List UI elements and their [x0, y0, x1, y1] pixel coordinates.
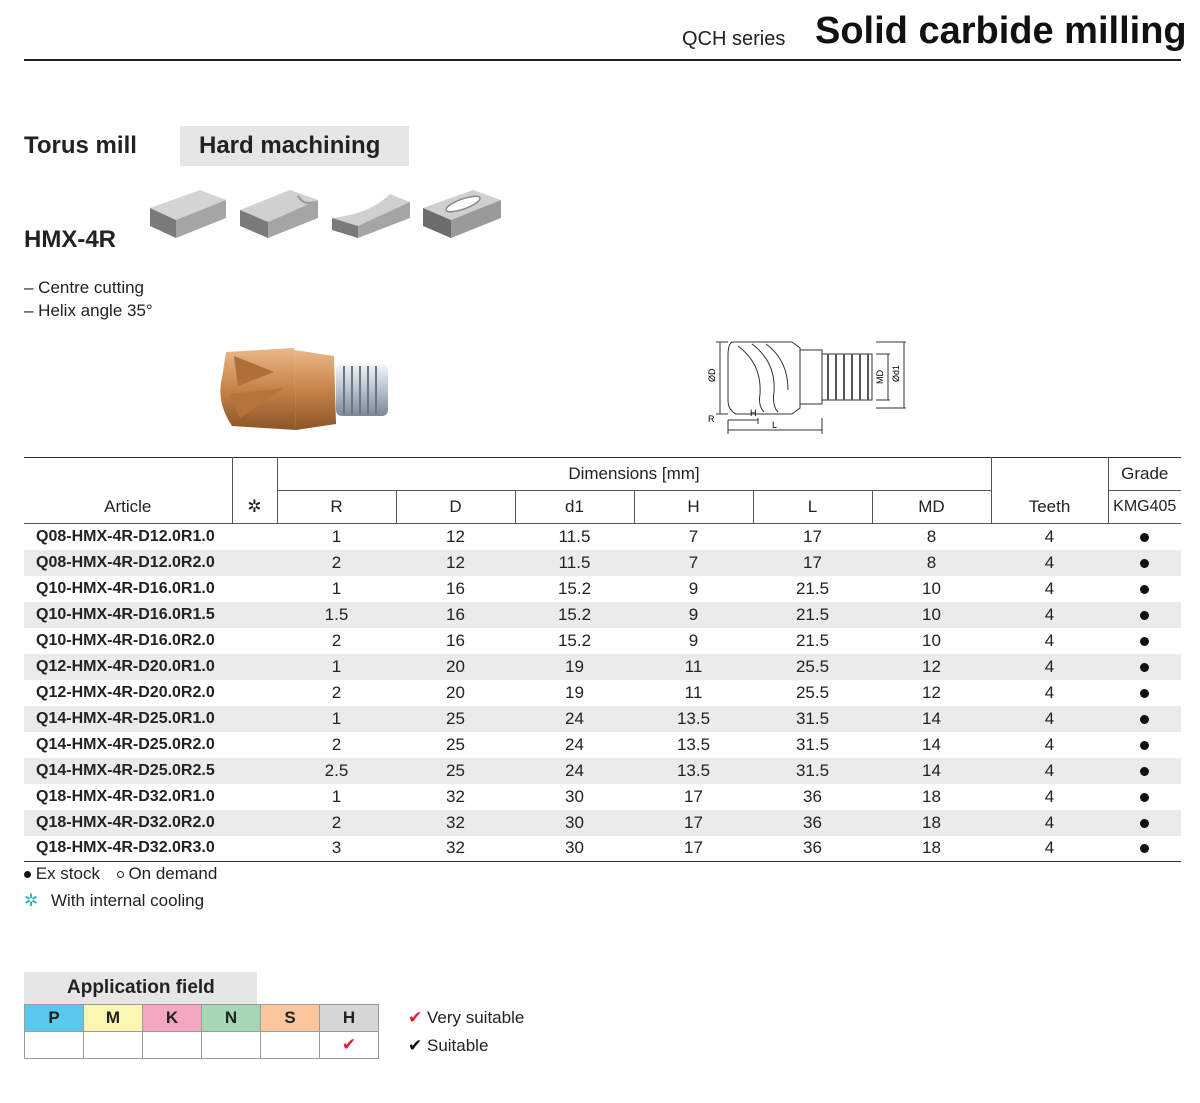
ex-stock-dot-icon — [24, 871, 31, 878]
ex-stock-dot-icon — [1140, 819, 1149, 828]
cell-d1: 11.5 — [515, 550, 634, 576]
ex-stock-dot-icon — [1140, 637, 1149, 646]
cell-d1: 24 — [515, 758, 634, 784]
cell-R: 1 — [331, 578, 342, 598]
cell-D: 12 — [396, 550, 515, 576]
cell-d1: 24 — [515, 706, 634, 732]
tool-type: Torus mill — [24, 132, 137, 159]
cell-R: 1 — [331, 786, 342, 806]
ex-stock-dot-icon — [1140, 741, 1149, 750]
suitable-label: Suitable — [426, 1036, 489, 1055]
cell-R: 1 — [277, 706, 396, 732]
cell-D: 32 — [446, 838, 465, 858]
cell-H: 9 — [688, 578, 699, 598]
cell-D: 12 — [446, 526, 465, 546]
cell-teeth: 4 — [1044, 734, 1055, 754]
header-divider — [24, 59, 1181, 61]
cell-D: 16 — [446, 578, 465, 598]
cell-teeth: 4 — [1044, 630, 1055, 650]
diagram-label-L: L — [772, 420, 778, 430]
cell-teeth: 4 — [991, 706, 1108, 732]
dimensions-table — [24, 457, 1181, 862]
cell-article: Q12-HMX-4R-D20.0R2.0 — [36, 683, 215, 701]
feature-helix-angle: – Helix angle 35° — [24, 301, 153, 320]
cell-R: 3 — [331, 838, 342, 858]
stock-legend — [24, 864, 217, 884]
cell-article: Q14-HMX-4R-D25.0R1.0 — [24, 706, 232, 732]
dimensions-group-header: Dimensions [mm] — [277, 458, 991, 491]
cell-cooling — [232, 784, 277, 810]
suitability-K — [143, 1032, 202, 1059]
material-N: N — [202, 1005, 261, 1032]
on-demand-circle-icon — [117, 871, 124, 878]
cell-H: 11 — [634, 654, 753, 680]
workpiece-groove-icon — [238, 186, 320, 242]
workpiece-profile-icon — [330, 186, 412, 242]
cell-D: 25 — [446, 734, 465, 754]
cell-article: Q10-HMX-4R-D16.0R1.0 — [36, 579, 215, 597]
cell-d1: 15.2 — [557, 578, 592, 598]
cell-cooling — [232, 550, 277, 576]
cell-teeth: 4 — [991, 602, 1108, 628]
cell-L: 17 — [803, 526, 822, 546]
cell-grade — [1108, 524, 1181, 550]
cell-d1: 30 — [565, 786, 584, 806]
model-name: HMX-4R — [24, 226, 117, 253]
ex-stock-dot-icon — [1140, 585, 1149, 594]
cell-R: 1 — [331, 526, 342, 546]
cell-H: 9 — [634, 602, 753, 628]
material-M: M — [84, 1005, 143, 1032]
application-field-title: Application field — [67, 977, 215, 998]
diagram-label-d1: Ød1 — [891, 364, 901, 382]
application-label: Hard machining — [199, 132, 381, 159]
cell-teeth: 4 — [1044, 578, 1055, 598]
cell-MD: 12 — [872, 654, 991, 680]
col-H-header: H — [634, 491, 753, 524]
dimension-diagram — [706, 334, 916, 438]
cell-grade — [1108, 576, 1181, 602]
cell-MD: 14 — [872, 758, 991, 784]
cell-article: Q18-HMX-4R-D32.0R2.0 — [24, 810, 232, 836]
diagram-label-H: H — [750, 408, 757, 418]
cell-grade — [1108, 784, 1181, 810]
ex-stock-dot-icon — [1140, 611, 1149, 620]
cell-cooling — [232, 602, 277, 628]
red-check-icon: ✔ — [408, 1008, 423, 1027]
cell-L: 25.5 — [753, 654, 872, 680]
ex-stock-dot-icon — [1140, 559, 1149, 568]
cell-d1: 19 — [515, 654, 634, 680]
cell-cooling — [232, 524, 277, 550]
workpiece-block-icon — [148, 186, 228, 242]
cell-d1: 19 — [565, 682, 584, 702]
col-R-header: R — [277, 491, 396, 524]
cell-MD: 14 — [872, 706, 991, 732]
cell-R: 1.5 — [277, 602, 396, 628]
suitability-P — [25, 1032, 84, 1059]
cell-D: 20 — [396, 654, 515, 680]
cell-L: 17 — [753, 550, 872, 576]
cell-MD: 8 — [872, 550, 991, 576]
material-S: S — [261, 1005, 320, 1032]
table-row — [24, 810, 1181, 836]
cell-teeth: 4 — [991, 810, 1108, 836]
table-row — [24, 784, 1181, 810]
col-D-header: D — [396, 491, 515, 524]
cell-article: Q18-HMX-4R-D32.0R3.0 — [36, 839, 215, 857]
col-L-header: L — [753, 491, 872, 524]
application-field-table — [24, 1004, 379, 1059]
cell-L: 21.5 — [795, 630, 830, 650]
cell-D: 32 — [446, 786, 465, 806]
cell-grade — [1108, 810, 1181, 836]
black-check-icon: ✔ — [408, 1036, 423, 1055]
cell-L: 36 — [803, 838, 822, 858]
ex-stock-dot-icon — [1140, 533, 1149, 542]
cooling-legend — [24, 891, 204, 911]
cell-d1: 15.2 — [557, 630, 592, 650]
cell-H: 11 — [684, 682, 703, 702]
table-row — [24, 680, 1181, 706]
cell-grade — [1108, 732, 1181, 758]
table-row — [24, 524, 1181, 550]
cell-article: Q12-HMX-4R-D20.0R1.0 — [24, 654, 232, 680]
cell-MD: 8 — [926, 526, 937, 546]
diagram-label-MD: MD — [875, 370, 885, 384]
ex-stock-dot-icon — [1140, 663, 1149, 672]
cooling-snowflake-icon: ✲ — [24, 891, 39, 910]
cell-cooling — [232, 706, 277, 732]
suitable-legend — [408, 1036, 488, 1056]
col-MD-header: MD — [872, 491, 991, 524]
cell-cooling — [232, 576, 277, 602]
suitability-N — [202, 1032, 261, 1059]
cooling-label: With internal cooling — [50, 891, 205, 910]
cell-MD: 10 — [922, 630, 941, 650]
grade-kmg405-header: KMG405 — [1108, 491, 1181, 524]
cell-teeth: 4 — [991, 550, 1108, 576]
cell-cooling — [232, 680, 277, 706]
cell-cooling — [232, 810, 277, 836]
cell-MD: 18 — [922, 838, 941, 858]
suitability-M — [84, 1032, 143, 1059]
cell-L: 31.5 — [753, 758, 872, 784]
cell-H: 17 — [684, 838, 703, 858]
cell-R: 1 — [277, 654, 396, 680]
cell-R: 2.5 — [277, 758, 396, 784]
cell-L: 21.5 — [753, 602, 872, 628]
cell-grade — [1108, 706, 1181, 732]
ex-stock-dot-icon — [1140, 767, 1149, 776]
table-row — [24, 758, 1181, 784]
cell-article: Q10-HMX-4R-D16.0R2.0 — [36, 631, 215, 649]
cell-H: 13.5 — [676, 734, 711, 754]
cell-MD: 10 — [922, 578, 941, 598]
cell-D: 16 — [446, 630, 465, 650]
cell-D: 25 — [396, 706, 515, 732]
cell-grade — [1108, 550, 1181, 576]
cell-d1: 30 — [565, 838, 584, 858]
page-title: Solid carbide milling — [815, 10, 1187, 52]
cell-teeth: 4 — [991, 758, 1108, 784]
cell-L: 25.5 — [795, 682, 830, 702]
cell-R: 2 — [331, 682, 342, 702]
cell-H: 7 — [634, 550, 753, 576]
cell-grade — [1108, 628, 1181, 654]
cell-L: 36 — [803, 786, 822, 806]
grade-header: Grade — [1108, 458, 1181, 491]
table-row — [24, 732, 1181, 758]
cell-teeth: 4 — [1044, 786, 1055, 806]
table-row — [24, 576, 1181, 602]
cell-H: 17 — [634, 810, 753, 836]
cell-L: 36 — [753, 810, 872, 836]
table-row — [24, 706, 1181, 732]
diagram-label-D: ØD — [707, 368, 717, 382]
cell-d1: 24 — [565, 734, 584, 754]
ex-stock-dot-icon — [1140, 844, 1149, 853]
cell-H: 9 — [688, 630, 699, 650]
cell-cooling — [232, 654, 277, 680]
teeth-header: Teeth — [991, 458, 1108, 524]
col-d1-header: d1 — [515, 491, 634, 524]
table-row — [24, 602, 1181, 628]
cell-grade — [1108, 654, 1181, 680]
cell-D: 20 — [446, 682, 465, 702]
cell-article: Q10-HMX-4R-D16.0R1.5 — [24, 602, 232, 628]
cell-article: Q08-HMX-4R-D12.0R1.0 — [36, 527, 215, 545]
cell-R: 2 — [277, 810, 396, 836]
cell-grade — [1108, 680, 1181, 706]
material-H: H — [320, 1005, 379, 1032]
cell-grade — [1108, 836, 1181, 862]
cell-L: 31.5 — [795, 734, 830, 754]
cell-cooling — [232, 732, 277, 758]
table-row — [24, 628, 1181, 654]
very-suitable-legend — [408, 1008, 524, 1028]
cell-D: 32 — [396, 810, 515, 836]
feature-centre-cutting: – Centre cutting — [24, 278, 145, 297]
cell-grade — [1108, 758, 1181, 784]
article-header: Article — [24, 458, 232, 524]
very-suitable-check-icon: ✔ — [341, 1035, 357, 1054]
cell-teeth: 4 — [1044, 838, 1055, 858]
series-label: QCH series — [682, 28, 786, 50]
cell-D: 25 — [396, 758, 515, 784]
cell-MD: 14 — [922, 734, 941, 754]
cell-R: 2 — [331, 734, 342, 754]
cell-R: 2 — [277, 550, 396, 576]
cell-MD: 10 — [872, 602, 991, 628]
suitability-H — [320, 1032, 379, 1059]
ex-stock-label: Ex stock — [35, 864, 100, 883]
ex-stock-dot-icon — [1140, 689, 1149, 698]
cell-L: 31.5 — [753, 706, 872, 732]
cell-article: Q14-HMX-4R-D25.0R2.5 — [24, 758, 232, 784]
cell-D: 16 — [396, 602, 515, 628]
table-row — [24, 550, 1181, 576]
cell-MD: 18 — [872, 810, 991, 836]
cell-MD: 18 — [922, 786, 941, 806]
cell-MD: 12 — [922, 682, 941, 702]
cell-d1: 30 — [515, 810, 634, 836]
cell-cooling — [232, 836, 277, 862]
internal-cooling-icon: ✲ — [232, 458, 277, 524]
cell-teeth: 4 — [1044, 526, 1055, 546]
ex-stock-dot-icon — [1140, 715, 1149, 724]
cell-L: 21.5 — [795, 578, 830, 598]
cell-teeth: 4 — [1044, 682, 1055, 702]
cell-article: Q14-HMX-4R-D25.0R2.0 — [36, 735, 215, 753]
material-K: K — [143, 1005, 202, 1032]
cell-teeth: 4 — [991, 654, 1108, 680]
cell-R: 2 — [331, 630, 342, 650]
table-row — [24, 836, 1181, 862]
cell-H: 7 — [688, 526, 699, 546]
cell-article: Q18-HMX-4R-D32.0R1.0 — [36, 787, 215, 805]
workpiece-pocket-icon — [421, 186, 503, 242]
cell-cooling — [232, 758, 277, 784]
table-row — [24, 654, 1181, 680]
material-P: P — [25, 1005, 84, 1032]
cell-d1: 15.2 — [515, 602, 634, 628]
diagram-label-R: R — [708, 414, 715, 424]
very-suitable-label: Very suitable — [426, 1008, 525, 1027]
cell-H: 13.5 — [634, 758, 753, 784]
cell-d1: 11.5 — [558, 526, 591, 546]
cell-H: 13.5 — [634, 706, 753, 732]
cell-article: Q08-HMX-4R-D12.0R2.0 — [24, 550, 232, 576]
cell-cooling — [232, 628, 277, 654]
tool-photo — [214, 342, 394, 436]
cell-grade — [1108, 602, 1181, 628]
cell-H: 17 — [684, 786, 703, 806]
on-demand-label: On demand — [128, 864, 218, 883]
suitability-S — [261, 1032, 320, 1059]
ex-stock-dot-icon — [1140, 793, 1149, 802]
